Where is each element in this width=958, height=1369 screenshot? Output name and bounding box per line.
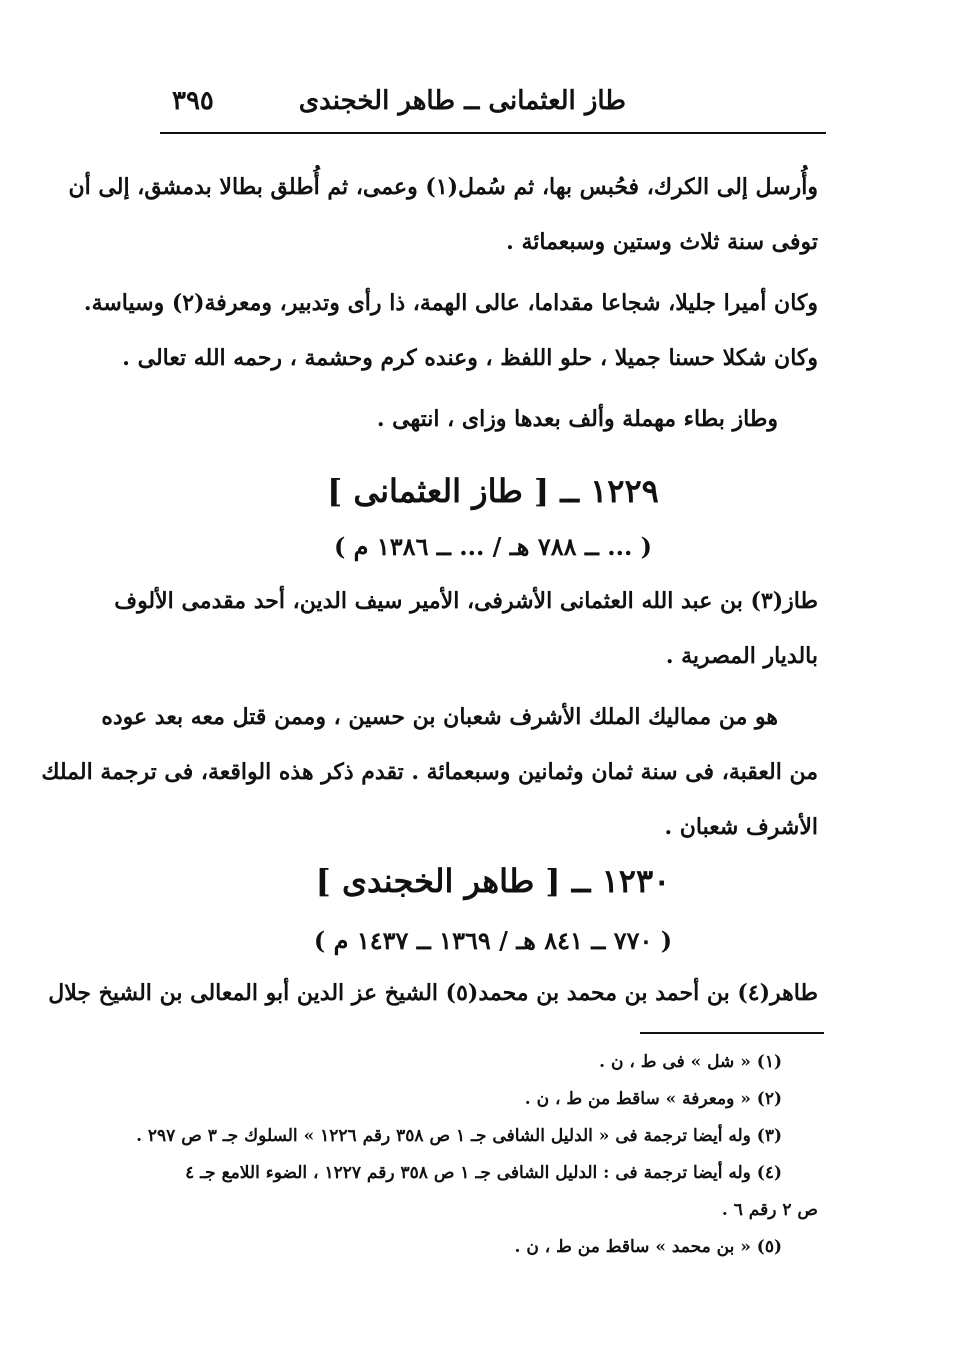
text-line: هو من مماليك الملك الأشرف شعبان بن حسين ، وممن قتل معه بعد عوده [101,704,778,730]
entry-1229-body [41,690,818,855]
footnotes [136,1044,818,1266]
text-line: الأشرف شعبان . [664,814,818,840]
paragraph-name-note [168,392,818,447]
footnote: (٢) « ومعرفة » ساقط من ط ، ن . [524,1089,782,1109]
footnote: (٥) « بن محمد » ساقط من ط ، ن . [514,1237,782,1257]
text-line: طاهر(٤) بن أحمد بن محمد بن محمد(٥) الشيخ عز الدين أبو المعالى بن الشيخ جلال [48,980,818,1006]
paragraph-biography-end [68,160,818,270]
header-rule [160,132,826,134]
text-line: وكان أميرا جليلا، شجاعا مقداما، عالى الهمة، ذا رأى وتدبير، ومعرفة(٢) وسياسة. [83,290,818,316]
text-line: بالديار المصرية . [665,643,818,669]
running-title: طاز العثمانى ــ طاهر الخجندى [298,86,626,116]
page-number: ٣٩٥ [172,86,214,116]
text-line: طاز(٣) بن عبد الله العثمانى الأشرفى، الأمير سيف الدين، أحد مقدمى الألوف [114,588,818,614]
entry-1229-heading: ١٢٢٩ ــ [ طاز العثمانى ] [327,472,659,510]
text-line: وطاز بطاء مهملة وألف بعدها وزاى ، انتهى . [376,406,778,432]
paragraph-character [83,276,818,386]
footnote: (١) « شل » فى ط ، ن . [599,1052,782,1072]
entry-1230-dates: ( ٧٧٠ ــ ٨٤١ هـ / ١٣٦٩ ــ ١٤٣٧ م ) [313,926,673,955]
footnote-rule [640,1032,824,1034]
footnote-continuation: ص ٢ رقم ٦ . [721,1200,818,1220]
entry-1230-intro [48,966,818,1021]
text-line: وكان شكلا حسنا جميلا ، حلو اللفظ ، وعنده كرم وحشمة ، رحمه الله تعالى . [122,345,818,371]
footnote: (٤) وله أيضا ترجمة فى : الدليل الشافى جـ ١ ص ٣٥٨ رقم ١٢٢٧ ، الضوء اللامع جـ ٤ [185,1163,782,1183]
text-line: وأُرسل إلى الكرك، فحُبس بها، ثم سُمل(١) وعمى، ثم أُطلق بطالا بدمشق، إلى أن [68,174,818,200]
footnote: (٣) وله أيضا ترجمة فى « الدليل الشافى جـ ١ ص ٣٥٨ رقم ١٢٢٦ » السلوك جـ ٣ ص ٢٩٧ . [136,1126,782,1146]
entry-1230-heading: ١٢٣٠ ــ [ طاهر الخجندى ] [315,862,671,900]
page-header [160,82,826,126]
text-line: توفى سنة ثلاث وستين وسبعمائة . [506,229,818,255]
entry-1229-intro [114,574,818,684]
entry-1229-dates: ( ... ــ ٧٨٨ هـ / ... ــ ١٣٨٦ م ) [333,532,653,561]
text-line: من العقبة، فى سنة ثمان وثمانين وسبعمائة . تقدم ذكر هذه الواقعة، فى ترجمة الملك [41,759,818,785]
